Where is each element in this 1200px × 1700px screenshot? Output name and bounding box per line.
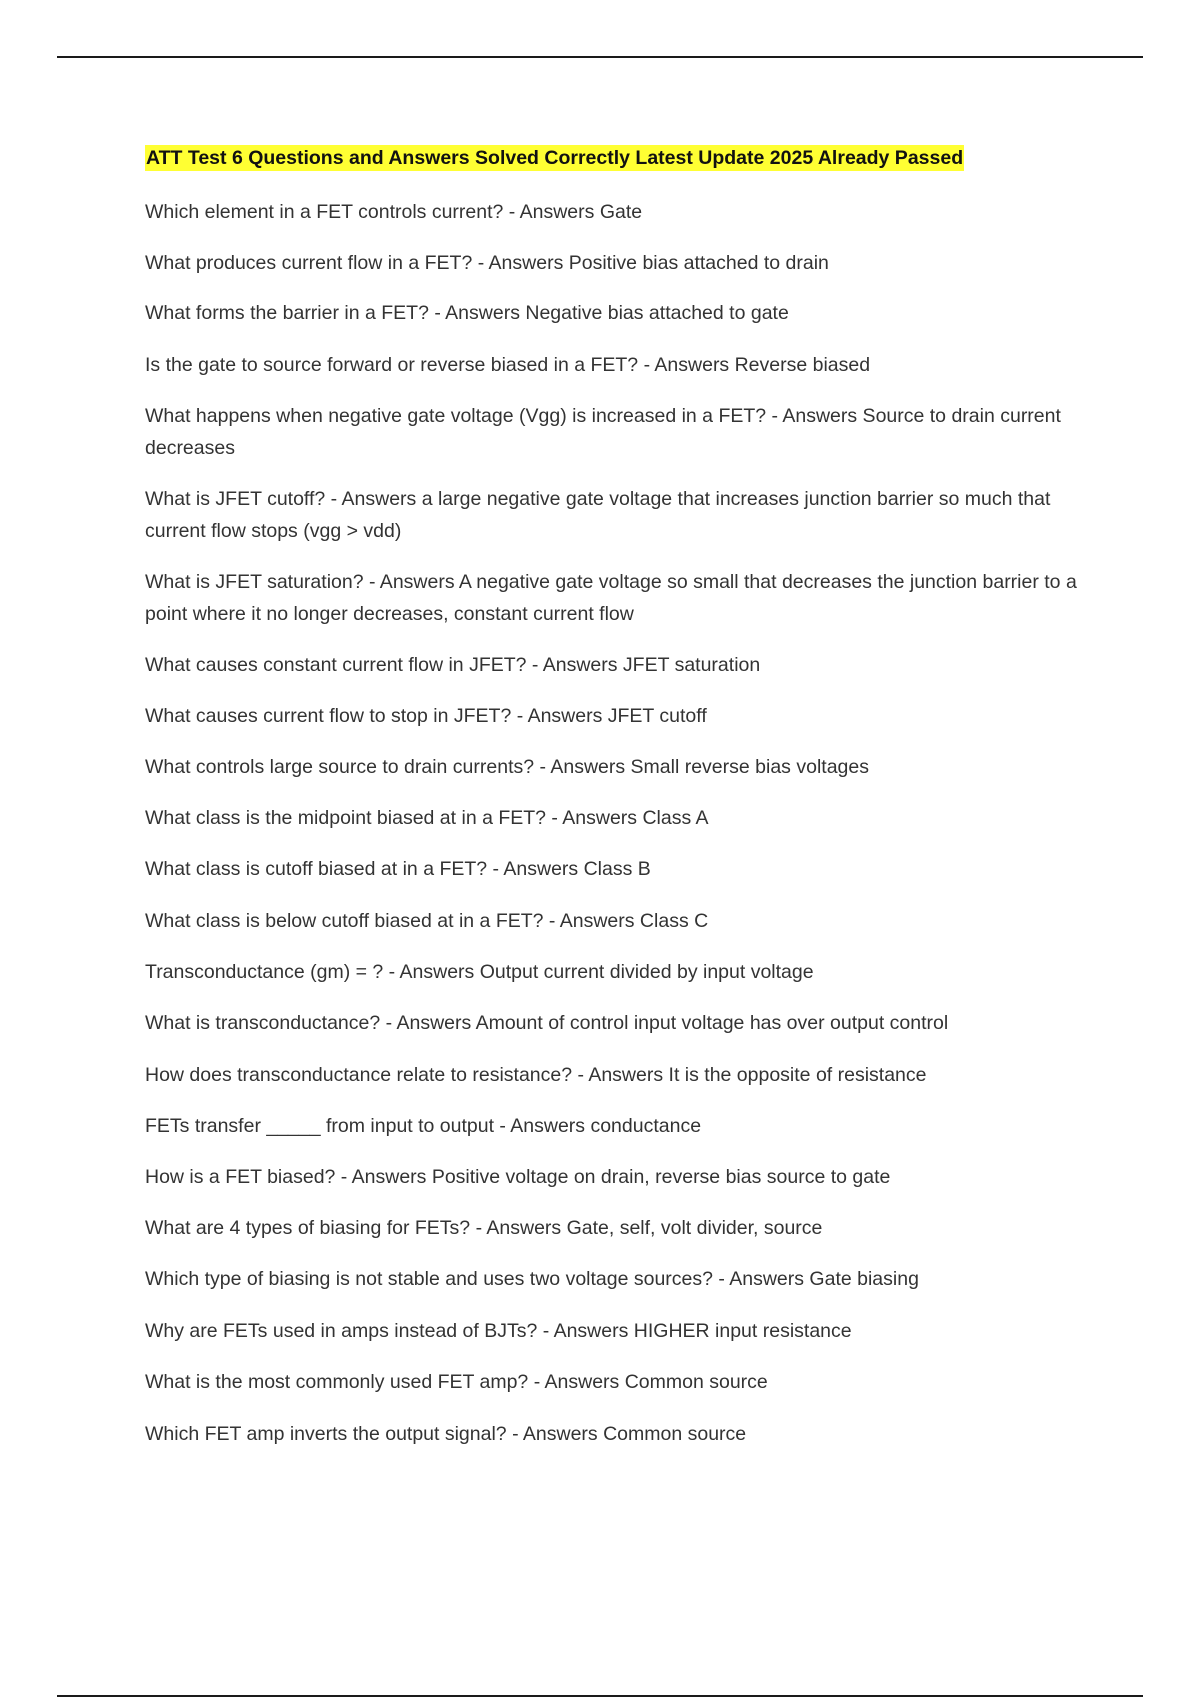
qa-item: What class is the midpoint biased at in a FET? - Answers Class A [145, 807, 709, 829]
qa-item: What class is cutoff biased at in a FET? - Answers Class B [145, 858, 651, 880]
qa-item: What is the most commonly used FET amp? - Answers Common source [145, 1371, 768, 1393]
qa-item: Which FET amp inverts the output signal? - Answers Common source [145, 1423, 747, 1445]
qa-item: What is JFET saturation? - Answers A negative gate voltage so small that decreases the junction barrier to a point where it no longer decreases, constant current flow [145, 571, 1077, 625]
qa-item: What controls large source to drain currents? - Answers Small reverse bias voltages [145, 756, 869, 778]
qa-item: What causes constant current flow in JFET? - Answers JFET saturation [145, 654, 761, 676]
qa-item: What class is below cutoff biased at in a FET? - Answers Class C [145, 910, 709, 932]
qa-item: Transconductance (gm) = ? - Answers Output current divided by input voltage [145, 961, 814, 983]
qa-item: How does transconductance relate to resistance? - Answers It is the opposite of resistance [145, 1064, 927, 1086]
top-rule [57, 56, 1143, 58]
qa-item: What happens when negative gate voltage (Vgg) is increased in a FET? - Answers Source to drain current decreases [145, 405, 1061, 459]
qa-item: Which element in a FET controls current? - Answers Gate [145, 201, 643, 223]
qa-item: What is JFET cutoff? - Answers a large negative gate voltage that increases junction barrier so much that current flow stops (vgg > vdd) [145, 488, 1051, 542]
qa-item: Why are FETs used in amps instead of BJTs? - Answers HIGHER input resistance [145, 1320, 852, 1342]
qa-item: What are 4 types of biasing for FETs? - Answers Gate, self, volt divider, source [145, 1217, 823, 1239]
document-body [145, 145, 1085, 1445]
qa-item: Is the gate to source forward or reverse biased in a FET? - Answers Reverse biased [145, 354, 871, 376]
qa-item: What forms the barrier in a FET? - Answers Negative bias attached to gate [145, 302, 789, 324]
qa-item: What causes current flow to stop in JFET? - Answers JFET cutoff [145, 705, 707, 727]
qa-item: What is transconductance? - Answers Amount of control input voltage has over output control [145, 1012, 949, 1034]
bottom-rule [57, 1695, 1143, 1697]
qa-item: FETs transfer _____ from input to output - Answers conductance [145, 1115, 702, 1137]
qa-item: Which type of biasing is not stable and uses two voltage sources? - Answers Gate biasing [145, 1268, 919, 1290]
qa-item: How is a FET biased? - Answers Positive voltage on drain, reverse bias source to gate [145, 1166, 891, 1188]
qa-item: What produces current flow in a FET? - Answers Positive bias attached to drain [145, 252, 829, 274]
document-title: ATT Test 6 Questions and Answers Solved Correctly Latest Update 2025 Already Passed [146, 147, 964, 169]
